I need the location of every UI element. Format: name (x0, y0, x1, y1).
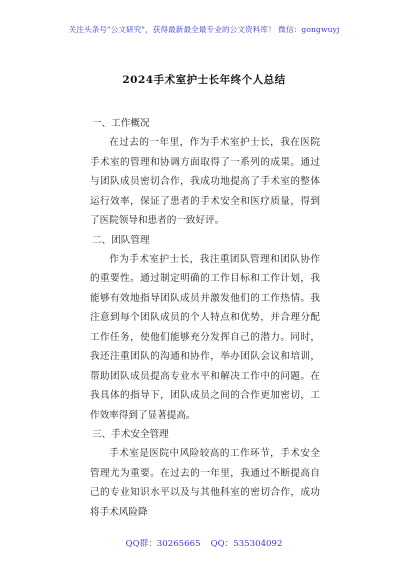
section-heading-team: 二、团队管理 (92, 234, 150, 246)
section-paragraph-team: 作为手术室护士长，我注重团队管理和团队协作的重要性。通过制定明确的工作目标和工作计划，我能够有效地指导团队成员并激发他们的工作热情。我注意到每个团队成员的个人特点和优势，并合理分配工作任务，使他们能够充分发挥自己的潜力。同时，我还注重团队的沟通和协作，举办团队会议和培训，帮助团队成员提高专业水平和解决工作中的问题。在我具体的指导下，团队成员之间的合作更加密切，工作效率得到了显著提高。 (90, 253, 320, 421)
qq-group-text: QQ群：30265665 (125, 539, 201, 549)
qq-number-text: QQ：535304092 (210, 539, 283, 549)
contact-footer (0, 537, 408, 549)
promo-banner: 关注头条号"公文研究"，获得最新最全最专业的公文资料库！ 微信：gongwuyj (68, 25, 340, 34)
section-paragraph-safety: 手术室是医院中风险较高的工作环节，手术安全管理尤为重要。在过去的一年里，我通过不断提高自己的专业知识水平以及与其他科室的密切合作，成功将手术风险降 (90, 448, 320, 518)
document-body (90, 114, 320, 522)
section-heading-safety: 三、手术安全管理 (92, 429, 169, 440)
section-paragraph-overview: 在过去的一年里，作为手术室护士长，我在医院手术室的管理和协调方面取得了一系列的成果。通过与团队成员密切合作，我成功地提高了手术室的整体运行效率，保证了患者的手术安全和医疗质量，得到了医院领导和患者的一致好评。 (90, 137, 320, 226)
section-heading-overview: 一、工作概况 (92, 118, 150, 129)
document-title: 2024手术室护士长年终个人总结 (122, 74, 286, 86)
